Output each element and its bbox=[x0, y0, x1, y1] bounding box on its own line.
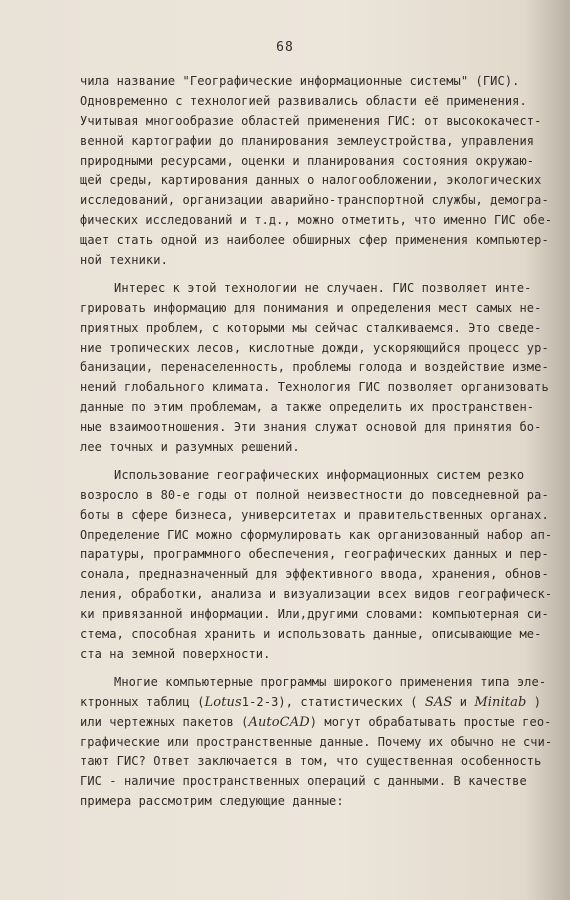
body-text bbox=[80, 72, 553, 812]
text-line: исследований, организации аварийно-транспортной службы, демогра- bbox=[80, 193, 549, 208]
paragraph bbox=[80, 72, 553, 271]
paragraph-gap bbox=[80, 271, 548, 279]
text-line: стема, способная хранить и использовать данные, описывающие ме- bbox=[80, 627, 542, 642]
text-line: щает стать одной из наиболее обширных сфер применения компьютер- bbox=[80, 233, 549, 248]
text-segment: ) могут обрабатывать простые гео- bbox=[309, 714, 552, 729]
text-line bbox=[80, 693, 548, 713]
text-line: ГИС - наличие пространственных операций с данными. В качестве bbox=[80, 774, 527, 789]
text-line: банизации, перенаселенность, проблемы голода и воздействие изме- bbox=[80, 360, 549, 375]
paragraph bbox=[80, 466, 553, 665]
page-number: 68 bbox=[276, 40, 294, 55]
text-line: природными ресурсами, оценки и планирования состояния окружаю- bbox=[80, 153, 535, 168]
text-line: приятных проблем, с которыми мы сейчас сталкиваемся. Это сведе- bbox=[80, 320, 542, 335]
text-line: возросло в 80-е годы от полной неизвестности до повседневной ра- bbox=[80, 487, 549, 502]
text-line: Многие компьютерные программы широкого применения типа эле- bbox=[114, 674, 547, 689]
text-line: тают ГИС? Ответ заключается в том, что существенная особенность bbox=[80, 754, 542, 769]
paragraph-software bbox=[80, 673, 553, 812]
text-line: Учитывая многообразие областей применения ГИС: от высококачест- bbox=[80, 113, 542, 128]
text-line: примера рассмотрим следующие данные: bbox=[80, 794, 344, 809]
text-segment: и bbox=[452, 694, 475, 709]
text-line: чила название "Географические информационные системы" (ГИС). bbox=[80, 74, 520, 88]
text-line: паратуры, программного обеспечения, географических данных и пер- bbox=[80, 547, 549, 562]
text-line: ние тропических лесов, кислотные дожди, ускоряющийся процесс ур- bbox=[80, 340, 549, 355]
text-line: Использование географических информационных систем резко bbox=[114, 467, 525, 482]
text-line: ные взаимоотношения. Эти знания служат основой для принятия бо- bbox=[80, 420, 542, 435]
text-line: графические или пространственные данные. Почему их обычно не счи- bbox=[80, 734, 553, 749]
text-line: щей среды, картирования данных о налогообложении, экологических bbox=[80, 173, 542, 188]
paragraph-gap bbox=[80, 665, 548, 673]
text-line: Интерес к этой технологии не случаен. ГИС позволяет инте- bbox=[114, 280, 532, 295]
text-line: ста на земной поверхности. bbox=[80, 646, 271, 661]
handwritten-sas: SAS bbox=[424, 694, 453, 710]
text-line: сонала, предназначенный для эффективного ввода, хранения, обнов- bbox=[80, 567, 549, 582]
text-line: грировать информацию для понимания и определения мест самых не- bbox=[80, 300, 542, 315]
text-line: данные по этим проблемам, а также определить их пространствен- bbox=[80, 400, 535, 415]
text-segment: ) bbox=[526, 694, 542, 709]
text-line: лее точных и разумных решений. bbox=[80, 440, 300, 455]
text-line: нений глобального климата. Технология ГИС позволяет организовать bbox=[80, 380, 549, 395]
text-line: Одновременно с технологией развивались области её применения. bbox=[80, 93, 527, 108]
text-line: боты в сфере бизнеса, университетах и правительственных органах. bbox=[80, 507, 549, 522]
text-line: венной картографии до планирования землеустройства, управления bbox=[80, 133, 535, 148]
text-line: фических исследований и т.д., можно отметить, что именно ГИС обе- bbox=[80, 213, 553, 228]
text-segment: или чертежных пакетов ( bbox=[80, 714, 249, 729]
handwritten-minitab: Minitab bbox=[474, 694, 527, 710]
paragraph bbox=[80, 279, 548, 458]
paragraphs bbox=[80, 72, 553, 665]
text-line: ной техники. bbox=[80, 253, 168, 268]
handwritten-lotus: Lotus bbox=[204, 694, 242, 710]
handwritten-autocad: AutoCAD bbox=[248, 714, 310, 730]
text-line: ления, обработки, анализа и визуализации всех видов географическ- bbox=[80, 587, 553, 602]
text-line bbox=[80, 713, 552, 733]
text-segment: ктронных таблиц ( bbox=[80, 694, 205, 709]
paragraph-gap bbox=[80, 458, 548, 466]
text-line: Определение ГИС можно сформулировать как организованный набор ап- bbox=[80, 527, 553, 542]
text-line: ки привязанной информации. Или,другими словами: компьютерная си- bbox=[80, 607, 549, 622]
text-segment: 1-2-3), статистических ( bbox=[241, 694, 425, 709]
